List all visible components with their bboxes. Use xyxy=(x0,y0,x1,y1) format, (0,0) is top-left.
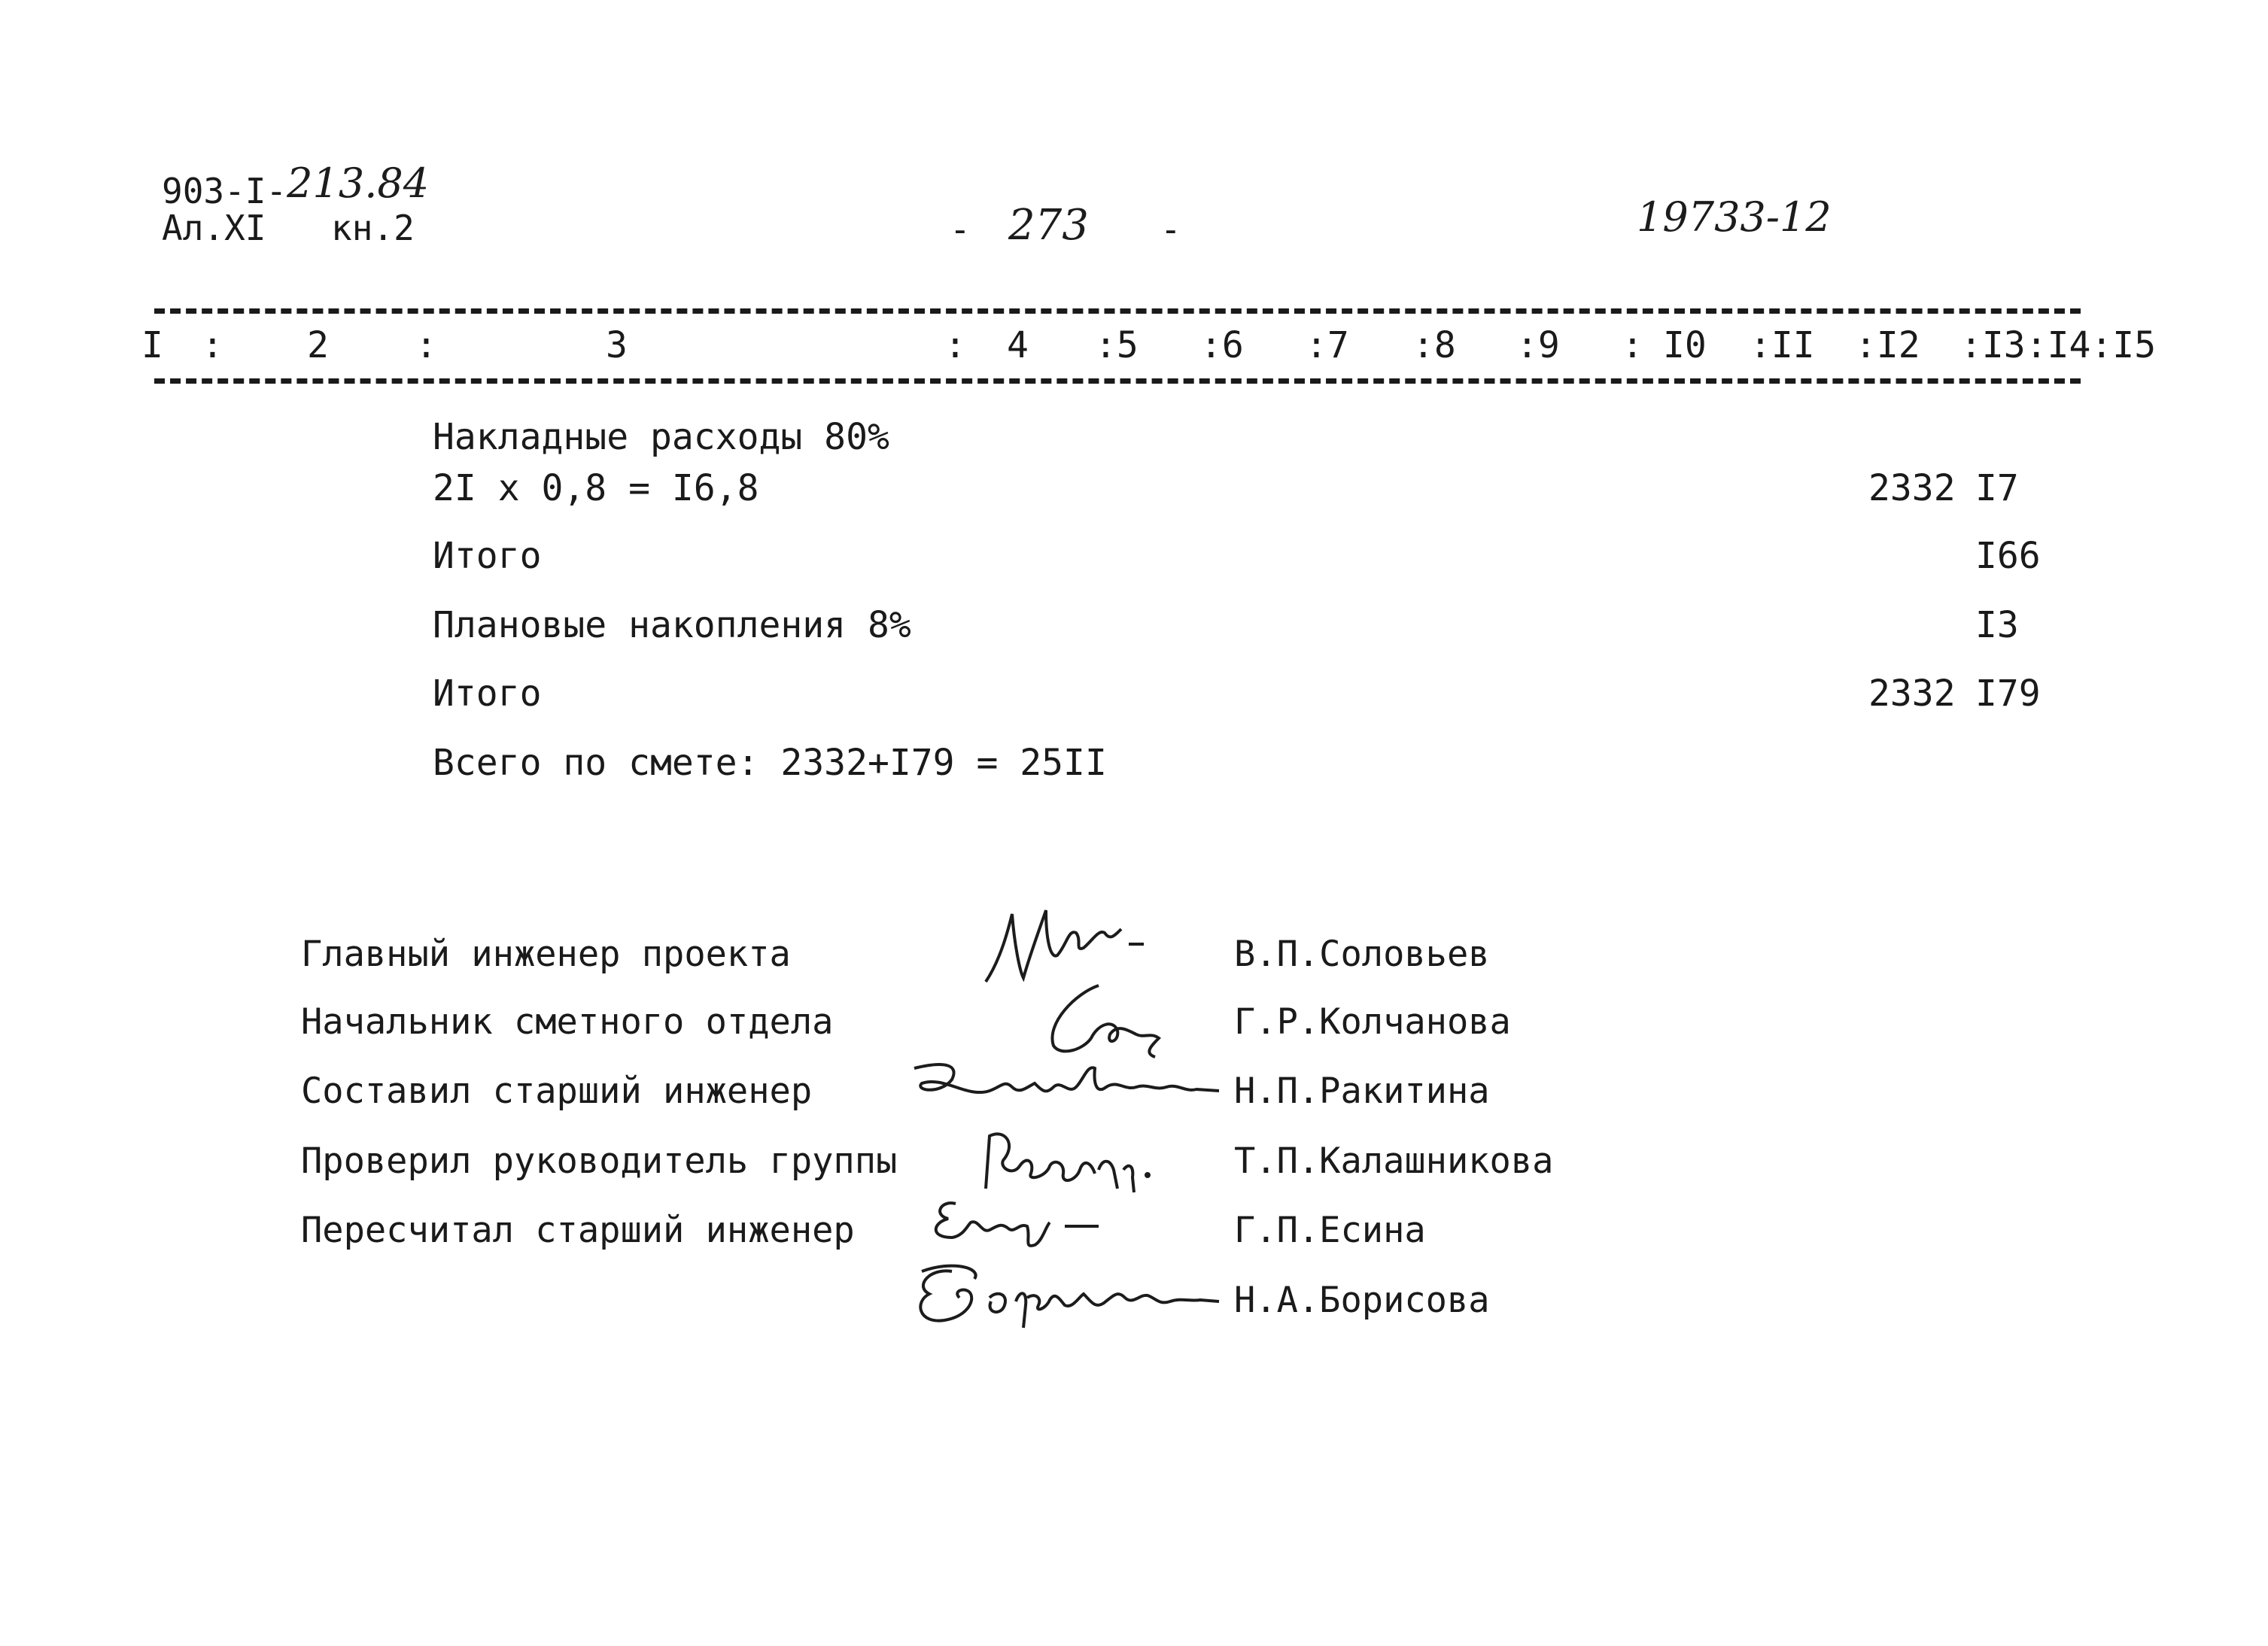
signer-name: Г.Р.Колчанова xyxy=(1234,1001,1511,1043)
page-number: 273 xyxy=(1008,201,1089,250)
row-description: 2I x 0,8 = I6,8 xyxy=(433,467,759,509)
book-label: кн.2 xyxy=(331,208,415,248)
col-header-4: 4 xyxy=(1007,324,1029,366)
signature-role: Составил старший инженер xyxy=(301,1071,813,1112)
signer-name: Т.П.Калашникова xyxy=(1234,1140,1554,1182)
page-dash-left: - xyxy=(950,209,971,250)
row-col13-value: I79 xyxy=(1975,673,2041,715)
row-description: Накладные расходы 80% xyxy=(433,416,889,458)
col-header-7: :7 xyxy=(1306,324,1349,366)
row-description: Итого xyxy=(433,535,542,577)
col-header-1: I xyxy=(141,324,163,366)
signature-mark xyxy=(926,1192,1106,1256)
row-col13-value: I66 xyxy=(1975,535,2041,577)
total-line: Всего по смете: 2332+I79 = 25II xyxy=(433,742,1107,784)
row-col12-value: 2332 xyxy=(1868,673,1956,715)
col-separator: : xyxy=(1622,324,1643,366)
row-description: Итого xyxy=(433,673,542,715)
signature-role: Проверил руководитель группы xyxy=(301,1140,898,1182)
col-header-3: 3 xyxy=(606,324,628,366)
row-col12-value: 2332 xyxy=(1868,467,1956,509)
top-dashed-rule xyxy=(154,308,2081,314)
col-header-13-15: :I3:I4:I5 xyxy=(1960,324,2157,366)
row-col13-value: I3 xyxy=(1975,604,2019,646)
signature-role: Пересчитал старший инженер xyxy=(301,1210,855,1251)
signer-name: Г.П.Есина xyxy=(1234,1210,1426,1251)
col-header-11: :II xyxy=(1750,324,1815,366)
row-col13-value: I7 xyxy=(1975,467,2019,509)
col-header-6: :6 xyxy=(1200,324,1244,366)
col-header-2: 2 xyxy=(307,324,329,366)
col-header-9: :9 xyxy=(1516,324,1560,366)
col-header-8: :8 xyxy=(1412,324,1456,366)
signature-mark xyxy=(974,1121,1163,1199)
signer-name: Н.А.Борисова xyxy=(1234,1280,1490,1321)
reference-number: 19733-12 xyxy=(1637,193,1832,241)
signer-name: В.П.Соловьев xyxy=(1234,934,1490,975)
signature-mark xyxy=(899,1053,1223,1116)
row-description: Плановые накопления 8% xyxy=(433,604,911,646)
bottom-dashed-rule xyxy=(154,378,2081,384)
col-separator: : xyxy=(944,324,966,366)
signer-name: Н.П.Ракитина xyxy=(1234,1071,1490,1112)
page-dash-right: - xyxy=(1160,209,1181,250)
signature-role: Главный инженер проекта xyxy=(301,934,791,975)
col-header-12: :I2 xyxy=(1855,324,1920,366)
doc-code xyxy=(162,159,430,211)
album-label: Ал.XI xyxy=(162,208,266,248)
col-separator: : xyxy=(415,324,437,366)
doc-code-handwritten: 213.84 xyxy=(287,159,430,207)
signature-mark xyxy=(907,1256,1223,1335)
col-separator: : xyxy=(202,324,223,366)
doc-code-printed: 903-I- xyxy=(162,171,287,211)
col-header-10: I0 xyxy=(1663,324,1707,366)
signature-role: Начальник сметного отдела xyxy=(301,1001,834,1043)
col-header-5: :5 xyxy=(1095,324,1139,366)
